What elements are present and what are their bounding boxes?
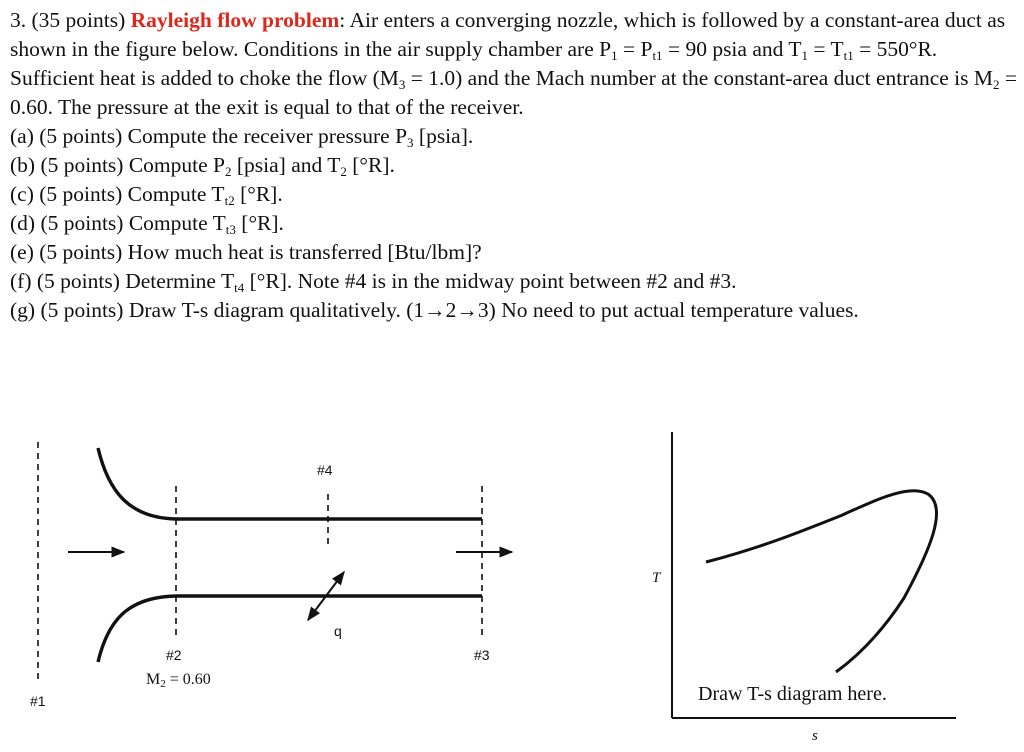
problem-statement: [10, 6, 1020, 325]
intro-text: : Air enters a converging nozzle, which is followed by a constant-area duct as shown in the figure below. Conditions in the air supply chamber are P: [10, 8, 1006, 61]
subscript: 1: [611, 48, 618, 63]
mach-symbol: M: [146, 671, 161, 688]
intro-text: = 1.0) and the Mach number at the constant-area duct entrance is M: [405, 66, 994, 90]
question-c: [10, 180, 1020, 209]
subscript: t4: [234, 280, 245, 295]
ts-y-axis-label: T: [652, 570, 661, 586]
question-text: [psia].: [413, 124, 474, 148]
subscript: 3: [407, 135, 414, 150]
mach-value: = 0.60: [165, 671, 211, 688]
ts-caption: Draw T-s diagram here.: [698, 683, 887, 705]
question-text: (d) (5 points) Compute T: [10, 211, 226, 235]
question-f: [10, 267, 1020, 296]
subscript: 3: [398, 77, 406, 92]
nozzle-lower-wall: [98, 596, 176, 662]
question-text: [°R].: [234, 182, 283, 206]
figure-svg: [0, 420, 1024, 752]
subscript: 2: [225, 164, 232, 179]
heat-label: q: [334, 623, 342, 639]
mach-subscript: 2: [160, 678, 166, 690]
subscript: 2: [993, 77, 1000, 92]
intro-text: = 0.60. The pressure at the exit is equal to that of the receiver.: [10, 66, 1018, 119]
subscript: t1: [843, 48, 854, 63]
question-b: [10, 151, 1020, 180]
problem-number: 3. (35 points): [10, 8, 131, 32]
nozzle-duct-diagram: [30, 442, 512, 709]
intro-text: = P: [617, 37, 653, 61]
question-text: (f) (5 points) Determine T: [10, 269, 235, 293]
station-1-label: #1: [30, 693, 46, 709]
ts-curve: [706, 491, 937, 672]
question-text: (b) (5 points) Compute P: [10, 153, 225, 177]
question-text: (c) (5 points) Compute T: [10, 182, 225, 206]
question-text: (a) (5 points) Compute the receiver pressure P: [10, 124, 408, 148]
subscript: t1: [652, 48, 663, 63]
question-text: [°R]. Note #4 is in the midway point between #2 and #3.: [244, 269, 737, 293]
question-text: [°R].: [235, 211, 284, 235]
subscript: t3: [225, 222, 236, 237]
station-3-label: #3: [474, 647, 490, 663]
question-e: (e) (5 points) How much heat is transferred [Btu/lbm]?: [10, 240, 482, 264]
question-d: [10, 209, 1020, 238]
question-a: [10, 122, 1020, 151]
question-g: (g) (5 points) Draw T-s diagram qualitatively. (1→2→3) No need to put actual temperature values.: [10, 298, 859, 322]
question-text: [psia] and T: [231, 153, 341, 177]
ts-x-axis-label: s: [812, 728, 818, 744]
mach-2-label: [146, 671, 211, 690]
subscript: 2: [340, 164, 347, 179]
nozzle-upper-wall: [98, 448, 176, 519]
station-2-label: #2: [166, 647, 182, 663]
intro-text: = 90 psia and T: [662, 37, 802, 61]
question-text: [°R].: [346, 153, 395, 177]
problem-intro: [10, 6, 1020, 122]
intro-text: = 550°R. Sufficient heat is added to choke the flow (M: [10, 37, 938, 90]
ts-diagram: [652, 432, 956, 744]
subscript: 1: [801, 48, 808, 63]
intro-text: = T: [807, 37, 844, 61]
problem-title: Rayleigh flow problem: [130, 8, 340, 32]
figure-area: [0, 420, 1024, 752]
subscript: t2: [224, 193, 235, 208]
station-4-label: #4: [317, 462, 333, 478]
